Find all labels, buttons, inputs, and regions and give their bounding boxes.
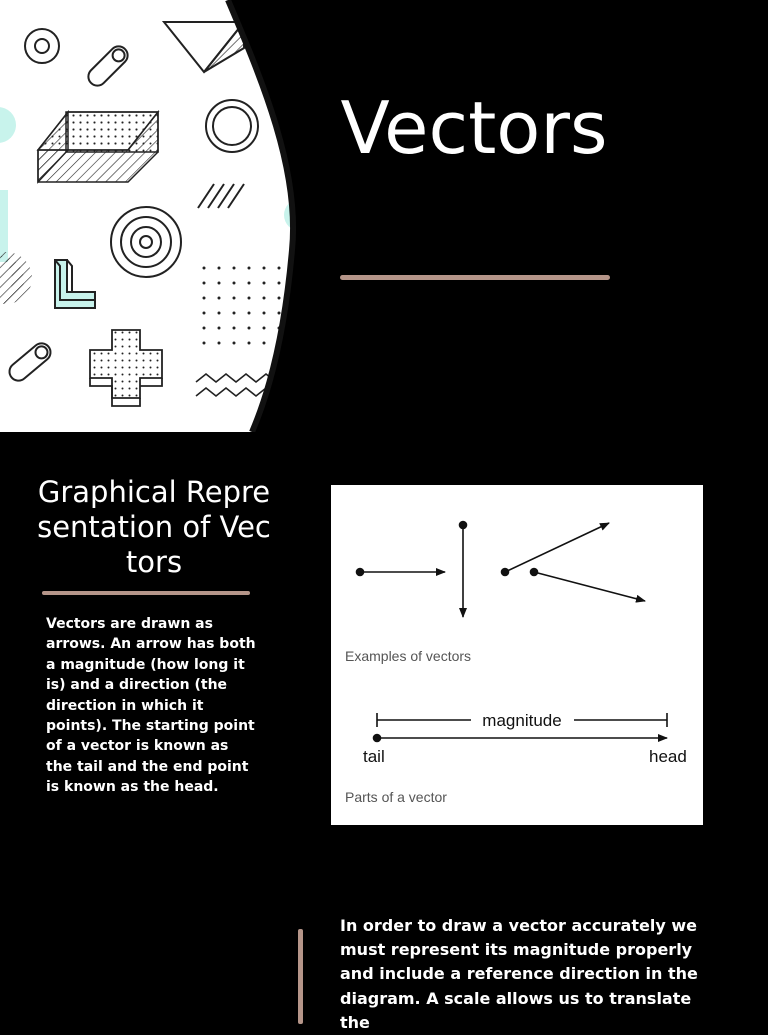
labeled-vector	[374, 735, 668, 742]
tail-label: tail	[363, 747, 385, 766]
examples-caption: Examples of vectors	[345, 648, 472, 664]
section-underline	[42, 591, 250, 595]
head-label: head	[649, 747, 687, 766]
example-vector-right	[357, 569, 446, 576]
mint-bar-left	[0, 190, 8, 262]
bottom-paragraph: In order to draw a vector accurately we must represent its magnitude properly and include a reference direction in the diagram. A scale allows us to translate the	[340, 916, 698, 1032]
vector-diagram	[331, 485, 703, 825]
vertical-accent-bar	[298, 929, 303, 1024]
example-vector-up-right	[502, 523, 610, 576]
parts-caption: Parts of a vector	[345, 789, 447, 805]
magnitude-label: magnitude	[482, 711, 562, 730]
geometric-header-art	[0, 0, 300, 432]
example-vector-down-right	[531, 569, 646, 602]
title-underline	[340, 275, 610, 280]
section-paragraph: Vectors are drawn as arrows. An arrow has both a magnitude (how long it is) and a direction (the direction in which it points). The starting point of a vector is known as the tail and the end point is known as the head.	[46, 616, 256, 796]
section-heading: Graphical Representation of Vectors	[37, 475, 271, 579]
example-vector-down	[460, 522, 467, 618]
page-title: Vectors	[340, 86, 608, 170]
